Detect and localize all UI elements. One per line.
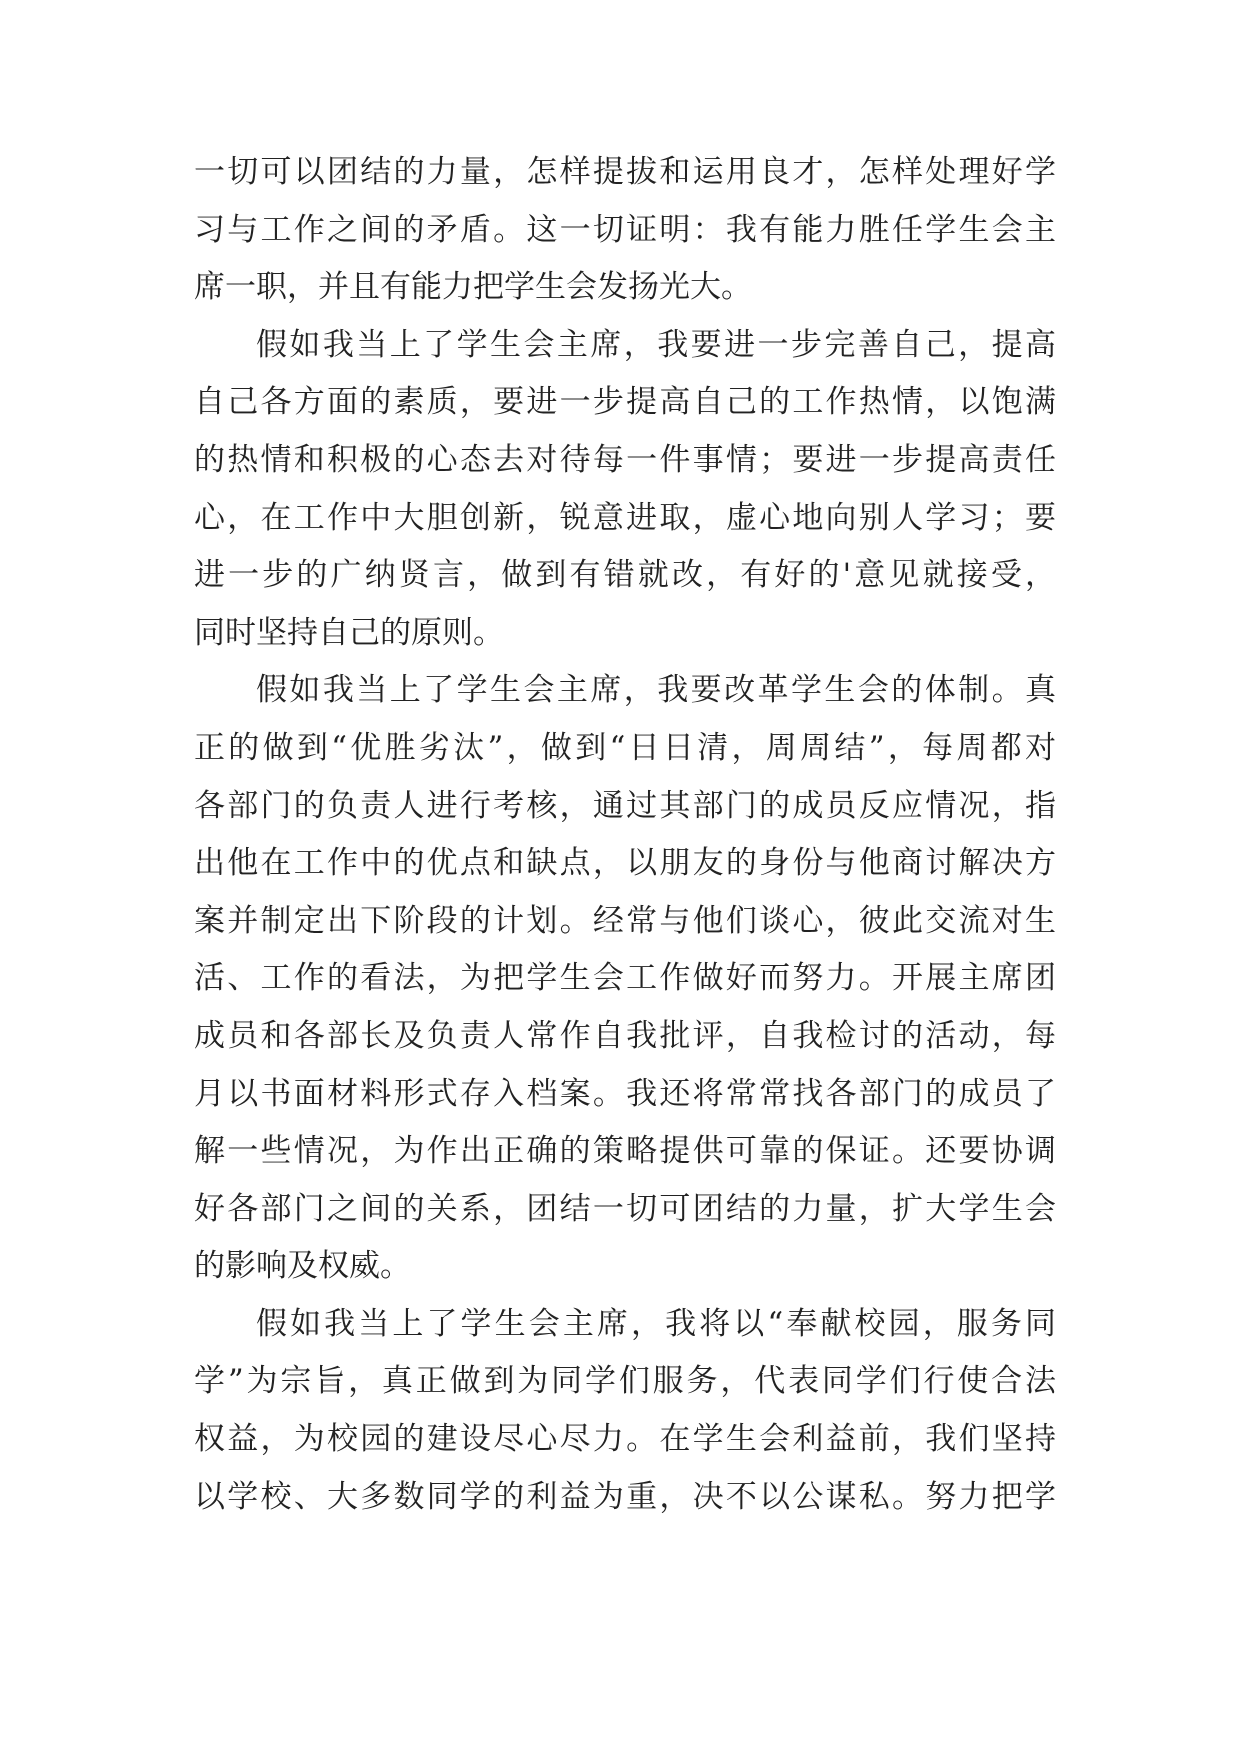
text-line: 心，在工作中大胆创新，锐意进取，虚心地向别人学习；要 <box>194 499 1056 536</box>
text-line: 学”为宗旨，真正做到为同学们服务，代表同学们行使合法 <box>194 1363 1056 1400</box>
text-line: 解一些情况，为作出正确的策略提供可靠的保证。还要协调 <box>194 1133 1056 1170</box>
text-line: 好各部门之间的关系，团结一切可团结的力量，扩大学生会 <box>194 1190 1056 1227</box>
text-line: 正的做到“优胜劣汰”，做到“日日清，周周结”，每周都对 <box>194 729 1056 766</box>
text-line: 假如我当上了学生会主席，我将以“奉献校园，服务同 <box>256 1305 1056 1342</box>
text-line: 自己各方面的素质，要进一步提高自己的工作热情，以饱满 <box>194 384 1056 421</box>
text-line: 月以书面材料形式存入档案。我还将常常找各部门的成员了 <box>194 1075 1056 1112</box>
text-line: 的影响及权威。 <box>194 1248 411 1285</box>
text-line: 假如我当上了学生会主席，我要进一步完善自己，提高 <box>256 326 1056 363</box>
text-line: 以学校、大多数同学的利益为重，决不以公谋私。努力把学 <box>194 1478 1056 1515</box>
text-line: 各部门的负责人进行考核，通过其部门的成员反应情况，指 <box>194 787 1056 824</box>
text-line: 席一职，并且有能力把学生会发扬光大。 <box>194 269 752 306</box>
text-line: 成员和各部长及负责人常作自我批评，自我检讨的活动，每 <box>194 1017 1056 1054</box>
text-line: 权益，为校园的建设尽心尽力。在学生会利益前，我们坚持 <box>194 1421 1056 1458</box>
text-line: 活、工作的看法，为把学生会工作做好而努力。开展主席团 <box>194 960 1056 997</box>
text-line: 同时坚持自己的原则。 <box>194 614 504 651</box>
text-line: 出他在工作中的优点和缺点，以朋友的身份与他商讨解决方 <box>194 845 1056 882</box>
text-line: 假如我当上了学生会主席，我要改革学生会的体制。真 <box>256 672 1056 709</box>
text-line: 的热情和积极的心态去对待每一件事情；要进一步提高责任 <box>194 441 1056 478</box>
text-line: 案并制定出下阶段的计划。经常与他们谈心，彼此交流对生 <box>194 902 1056 939</box>
text-line: 进一步的广纳贤言，做到有错就改，有好的'意见就接受， <box>194 557 1056 594</box>
document-body <box>194 144 1056 1526</box>
text-line: 习与工作之间的矛盾。这一切证明：我有能力胜任学生会主 <box>194 211 1056 248</box>
text-line: 一切可以团结的力量，怎样提拔和运用良才，怎样处理好学 <box>194 154 1056 190</box>
